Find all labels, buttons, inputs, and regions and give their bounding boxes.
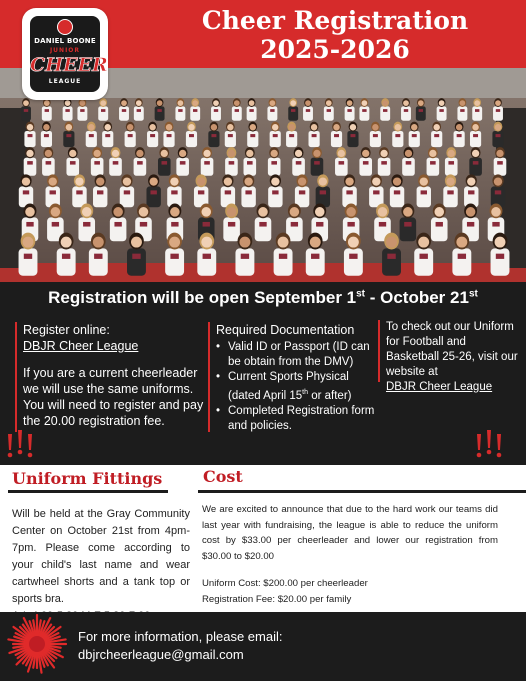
- basketball-icon: [57, 19, 73, 35]
- league-logo: [22, 8, 108, 100]
- documentation-item-id: • Valid ID or Passport (ID can be obtain from the DMV): [216, 340, 378, 370]
- registration-fee: Registration Fee: $20.00 per family: [202, 593, 352, 605]
- documentation-item-physical: [216, 370, 378, 404]
- uniform-fittings-heading: Uniform Fittings: [12, 469, 163, 488]
- team-photo-illustration: [0, 68, 526, 282]
- burst-icon-left: [4, 430, 38, 458]
- uniform-info-text: To check out our Uniform for Football and Basketball 25-26, visit our website at: [386, 321, 518, 378]
- cost-underline: [198, 490, 526, 493]
- uniform-cost: Uniform Cost: $200.00 per cheerleader: [202, 578, 368, 589]
- fittings-description: Will be held at the Gray Community Center on October 21st from 4pm-7pm. Please come according to your child's last name and wear cartwheel shorts and a tank top or sports bra.: [12, 508, 190, 605]
- pompom-icon: [6, 613, 68, 675]
- uniform-info-link[interactable]: DBJR Cheer League: [386, 381, 493, 393]
- contact-info: [78, 628, 282, 664]
- cost-details: [202, 576, 498, 607]
- register-online-label: Register online:: [23, 323, 110, 337]
- logo-text-junior: JUNIOR: [49, 47, 81, 54]
- documentation-list: [216, 340, 378, 434]
- registration-heading-start: Registration will be open September 1: [48, 288, 357, 307]
- logo-text-cheer: CHEER: [30, 54, 108, 76]
- cost-heading: Cost: [203, 467, 243, 486]
- burst-icon-right: [473, 430, 507, 458]
- registration-heading-end: - October 21: [365, 288, 469, 307]
- contact-prompt: For more information, please email:: [78, 629, 283, 644]
- current-cheerleader-note: If you are a current cheerleader we will use the same uniforms. You will need to register and pay the 20.00 registration fee.: [23, 366, 204, 428]
- registration-heading: [0, 288, 526, 308]
- register-online-column: [15, 322, 205, 432]
- fittings-underline: [8, 490, 168, 493]
- documentation-item-forms: • Completed Registration form and policies.: [216, 404, 378, 434]
- cost-text: We are excited to announce that due to the hard work our teams did last year with fundraising, the league is able to reduce the uniform cost by $33.00 per cheerleader and lower our registration from $30.00 to $20.00: [202, 504, 498, 562]
- uniform-info-column: [378, 320, 518, 393]
- logo-emblem: [30, 16, 108, 92]
- register-online-link[interactable]: DBJR Cheer League: [23, 339, 139, 353]
- title-line-2: 2025-2026: [260, 35, 410, 64]
- documentation-heading: Required Documentation: [216, 323, 355, 337]
- logo-text-league: LEAGUE: [48, 78, 82, 85]
- page-title: [150, 6, 520, 64]
- physical-text-end: or after): [308, 389, 352, 402]
- contact-email[interactable]: dbjrcheerleague@gmail.com: [78, 647, 244, 662]
- registration-heading-sup-2: st: [468, 288, 478, 300]
- uniform-fittings-text: [12, 506, 190, 625]
- logo-text-school: DANIEL BOONE: [34, 37, 96, 45]
- physical-text: Current Sports Physical (dated April 15: [228, 371, 349, 402]
- title-line-1: Cheer Registration: [201, 6, 469, 35]
- physical-sup: th: [302, 389, 309, 396]
- team-photo: [0, 68, 526, 282]
- required-documentation-column: [208, 322, 378, 432]
- registration-heading-sup-1: st: [356, 288, 366, 300]
